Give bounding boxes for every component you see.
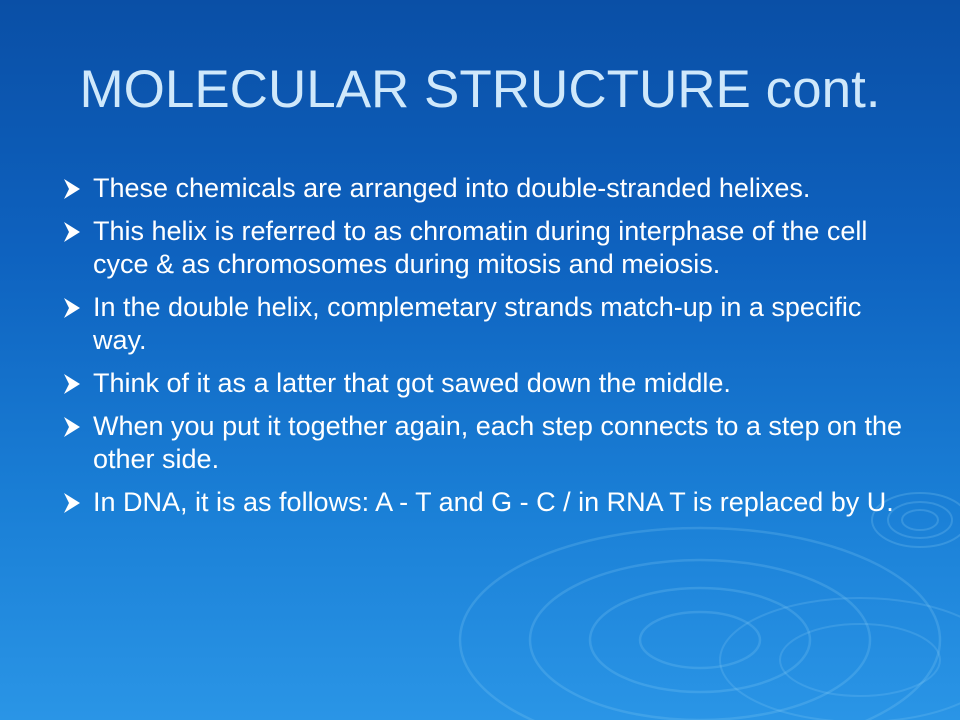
slide-title: MOLECULAR STRUCTURE cont. bbox=[79, 60, 881, 119]
arrowhead-bullet-icon bbox=[62, 178, 82, 200]
bullet-item bbox=[60, 172, 920, 205]
bullet-text: In DNA, it is as follows: A - T and G - C / in RNA T is replaced by U. bbox=[93, 487, 894, 517]
arrowhead-bullet-icon bbox=[62, 492, 82, 514]
bullet-text: These chemicals are arranged into double-stranded helixes. bbox=[93, 173, 811, 203]
arrowhead-bullet-icon bbox=[62, 221, 82, 243]
bullet-item bbox=[60, 215, 920, 281]
bullet-item bbox=[60, 410, 920, 476]
arrowhead-bullet-icon bbox=[62, 297, 82, 319]
bullet-item bbox=[60, 486, 920, 519]
bullet-item bbox=[60, 291, 920, 357]
bullet-item bbox=[60, 367, 920, 400]
arrowhead-bullet-icon bbox=[62, 416, 82, 438]
bullet-text: When you put it together again, each step connects to a step on the other side. bbox=[93, 411, 903, 474]
bullet-list bbox=[60, 172, 920, 529]
bullet-text: Think of it as a latter that got sawed down the middle. bbox=[93, 368, 731, 398]
bullet-text: This helix is referred to as chromatin during interphase of the cell cyce & as chromosomes during mitosis and meiosis. bbox=[93, 216, 868, 279]
arrowhead-bullet-icon bbox=[62, 373, 82, 395]
bullet-text: In the double helix, complemetary strands match-up in a specific way. bbox=[93, 292, 862, 355]
